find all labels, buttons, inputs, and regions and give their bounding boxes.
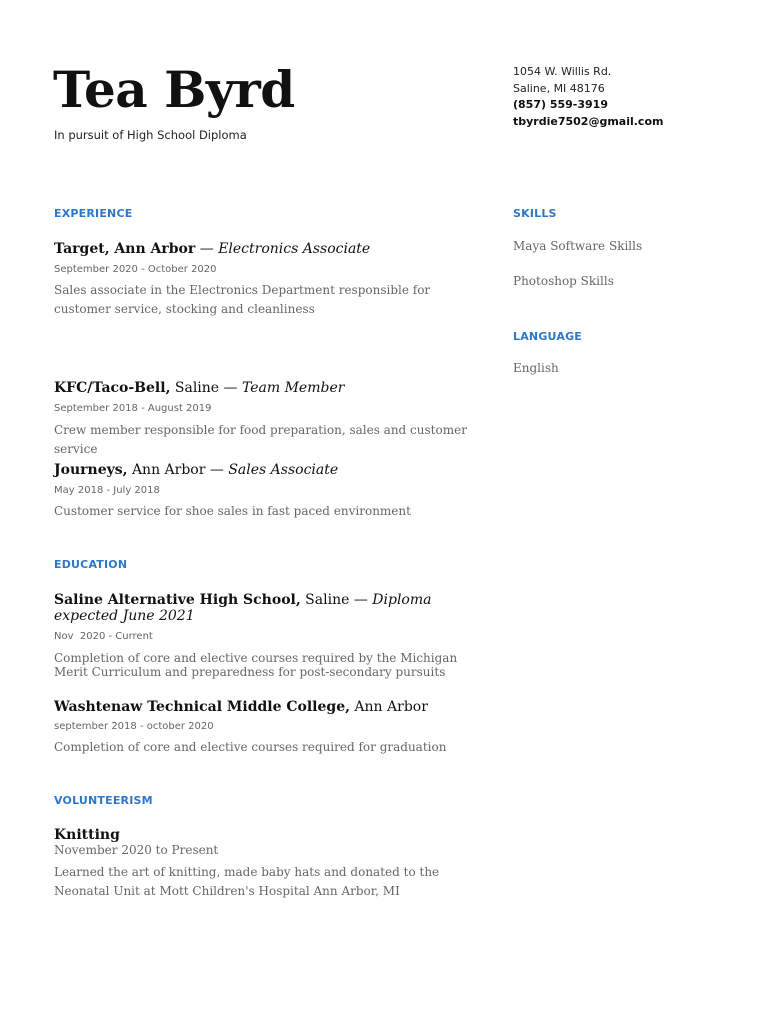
job-org: Journeys, [54,462,128,478]
contact-block [513,64,663,130]
skill-item: Maya Software Skills [513,239,643,253]
job-dates: September 2020 - October 2020 [54,264,217,275]
language-item: English [513,361,559,375]
volunteerism-heading: VOLUNTEERISM [54,794,153,807]
language-heading: LANGUAGE [513,330,583,343]
volunteer-dates: November 2020 to Present [54,843,219,857]
email-address: tbyrdie7502@gmail.com [513,114,664,128]
job-description: Crew member responsible for food preparation, sales and customer service [54,423,467,456]
address-line-2: Saline, MI 48176 [513,81,605,95]
job-location: Ann Arbor — [127,462,229,478]
job-title-target [54,241,370,257]
job-org: Target, Ann Arbor [54,241,196,257]
job-dates: September 2018 - August 2019 [54,403,212,414]
school-location: Saline — [300,592,373,608]
experience-heading: EXPERIENCE [54,207,133,220]
school-location: Ann Arbor [349,699,428,715]
skills-heading: SKILLS [513,207,557,220]
resume-name: Tea Byrd [53,60,295,119]
job-location: Saline — [170,380,242,396]
school-credential: Diploma expected June 2021 [54,592,432,624]
job-dates: May 2018 - July 2018 [54,485,160,496]
job-separator: — [195,241,219,257]
job-role: Electronics Associate [218,241,371,257]
address-line-1: 1054 W. Willis Rd. [513,65,612,78]
school-description: Completion of core and elective courses required by the Michigan Merit Curriculum and preparedness for post-secondary pursuits [54,651,458,679]
job-title-kfc [54,380,344,396]
job-role: Sales Associate [228,462,339,478]
job-title-journeys [54,462,338,478]
school-org: Saline Alternative High School, [54,592,301,608]
education-heading: EDUCATION [54,558,128,571]
job-description: Customer service for shoe sales in fast paced environment [54,504,411,518]
school-title-washtenaw [54,699,428,715]
skill-item: Photoshop Skills [513,274,614,288]
school-title-saline [54,592,464,624]
school-description: Completion of core and elective courses required for graduation [54,740,447,754]
job-org: KFC/Taco-Bell, [54,380,171,396]
school-dates: Nov 2020 - Current [54,631,153,642]
job-role: Team Member [241,380,345,396]
volunteer-description: Learned the art of knitting, made baby hats and donated to the Neonatal Unit at Mott Children's Hospital Ann Arbor, MI [54,865,440,898]
school-dates: september 2018 - october 2020 [54,721,214,732]
phone-number: (857) 559-3919 [513,98,608,111]
volunteer-title: Knitting [54,827,120,843]
resume-tagline: In pursuit of High School Diploma [54,128,247,142]
school-org: Washtenaw Technical Middle College, [54,699,350,715]
job-description: Sales associate in the Electronics Department responsible for customer service, stocking and cleanliness [54,283,431,316]
